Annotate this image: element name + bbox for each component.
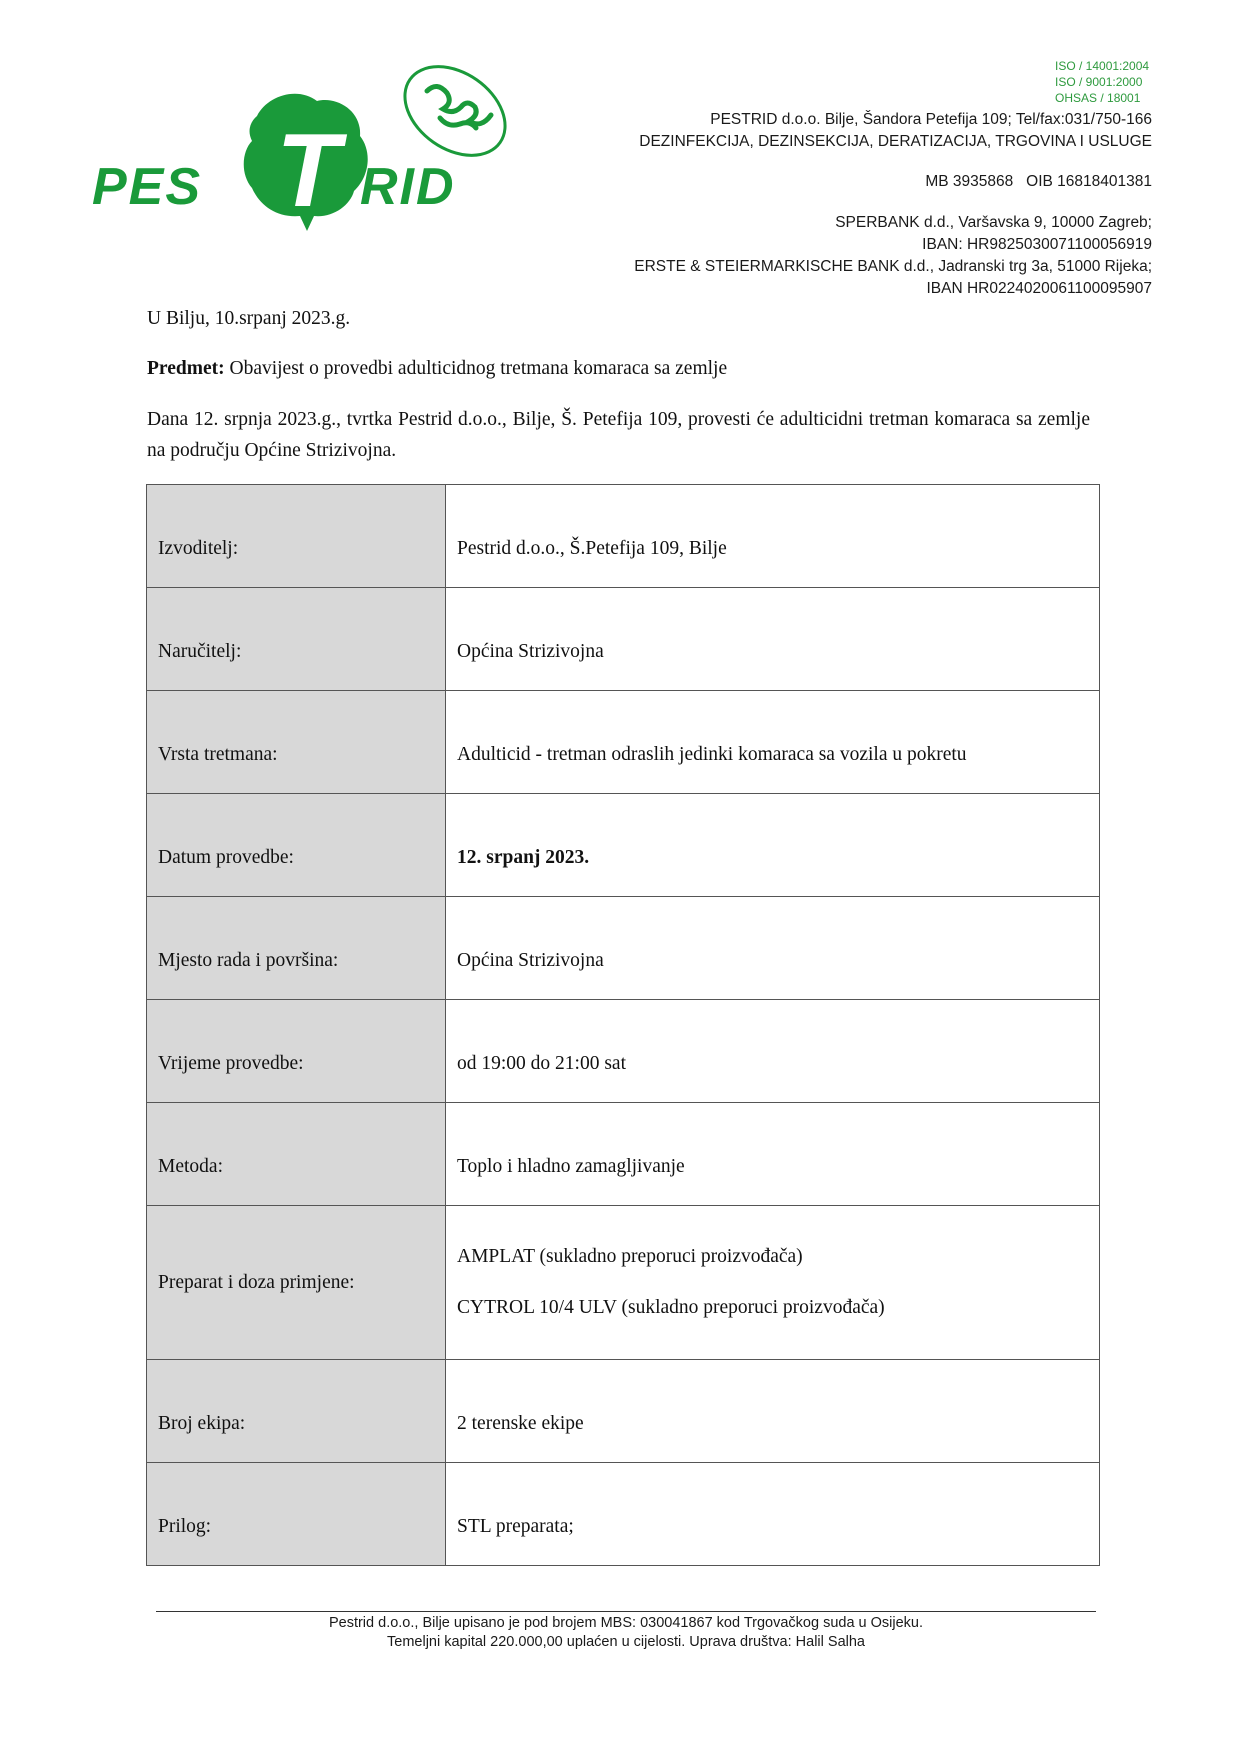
row-value-date: 12. srpanj 2023. [446, 794, 1100, 897]
row-label: Metoda: [147, 1103, 446, 1206]
company-ids [925, 171, 1152, 193]
row-value: 2 terenske ekipe [446, 1360, 1100, 1463]
preparation-item: CYTROL 10/4 ULV (sukladno preporuci proizvođača) [457, 1297, 885, 1318]
row-value: od 19:00 do 21:00 sat [446, 1000, 1100, 1103]
company-header [639, 109, 1152, 153]
row-value: Općina Strizivojna [446, 588, 1100, 691]
row-label: Mjesto rada i površina: [147, 897, 446, 1000]
table-row [147, 485, 1100, 588]
row-value: Toplo i hladno zamagljivanje [446, 1103, 1100, 1206]
footer-divider [156, 1611, 1096, 1612]
bank2-iban: IBAN HR0224020061100095907 [926, 280, 1152, 297]
preparation-item: AMPLAT (sukladno preporuci proizvođača) [457, 1246, 803, 1267]
logo-oval-mark [388, 56, 522, 174]
table-row [147, 1103, 1100, 1206]
iso-line: OHSAS / 18001 [1055, 91, 1141, 105]
bank1-line: SPERBANK d.d., Varšavska 9, 10000 Zagreb; [835, 214, 1152, 231]
table-row [147, 691, 1100, 794]
row-label: Vrijeme provedbe: [147, 1000, 446, 1103]
bank1-iban: IBAN: HR9825030071100056919 [922, 236, 1152, 253]
row-label: Datum provedbe: [147, 794, 446, 897]
subject-label: Predmet: [147, 358, 225, 379]
row-value: Općina Strizivojna [446, 897, 1100, 1000]
row-value: Pestrid d.o.o., Š.Petefija 109, Bilje [446, 485, 1100, 588]
iso-line: ISO / 9001:2000 [1055, 75, 1143, 89]
company-logo [92, 56, 532, 246]
row-label: Broj ekipa: [147, 1360, 446, 1463]
table-row [147, 1463, 1100, 1566]
logo-letter-t: T [276, 113, 340, 229]
iso-line: ISO / 14001:2004 [1055, 59, 1150, 73]
row-value: STL preparata; [446, 1463, 1100, 1566]
row-label: Vrsta tretmana: [147, 691, 446, 794]
table-row [147, 1000, 1100, 1103]
company-mb-oib: MB 3935868 OIB 16818401381 [925, 173, 1152, 190]
bank-info [634, 212, 1152, 300]
company-address: PESTRID d.o.o. Bilje, Šandora Petefija 109; Tel/fax:031/750-166 [710, 111, 1152, 128]
table-row [147, 1360, 1100, 1463]
row-value-preparations [446, 1206, 1100, 1360]
treatment-info-table [146, 484, 1100, 1566]
row-label: Preparat i doza primjene: [147, 1206, 446, 1360]
row-label: Naručitelj: [147, 588, 446, 691]
iso-certifications [1055, 58, 1149, 106]
company-activities: DEZINFEKCIJA, DEZINSEKCIJA, DERATIZACIJA, TRGOVINA I USLUGE [639, 133, 1152, 150]
footer-line: Pestrid d.o.o., Bilje upisano je pod brojem MBS: 030041867 kod Trgovačkog suda u Osijeku. [328, 1615, 924, 1631]
row-value: Adulticid - tretman odraslih jedinki komaraca sa vozila u pokretu [446, 691, 1100, 794]
subject-text: Obavijest o provedbi adulticidnog tretmana komaraca sa zemlje [224, 358, 728, 379]
intro-paragraph: Dana 12. srpnja 2023.g., tvrtka Pestrid d.o.o., Bilje, Š. Petefija 109, provesti će adulticidni tretman komaraca sa zemlje na području Općine Strizivojna. [147, 409, 1090, 461]
row-label: Izvoditelj: [147, 485, 446, 588]
table-row [147, 1206, 1100, 1360]
logo-text-right: RID [360, 158, 456, 216]
footer [146, 1614, 1106, 1652]
table-row [147, 897, 1100, 1000]
footer-line: Temeljni kapital 220.000,00 uplaćen u cijelosti. Uprava društva: Halil Salha [387, 1634, 865, 1650]
row-label: Prilog: [147, 1463, 446, 1566]
place-date: U Bilju, 10.srpanj 2023.g. [147, 308, 351, 329]
logo-text-left: PES [92, 158, 203, 216]
logo-leaf [244, 94, 368, 231]
table-row [147, 588, 1100, 691]
subject-line [147, 353, 1090, 384]
bank2-line: ERSTE & STEIERMARKISCHE BANK d.d., Jadranski trg 3a, 51000 Rijeka; [634, 258, 1152, 275]
table-row [147, 794, 1100, 897]
